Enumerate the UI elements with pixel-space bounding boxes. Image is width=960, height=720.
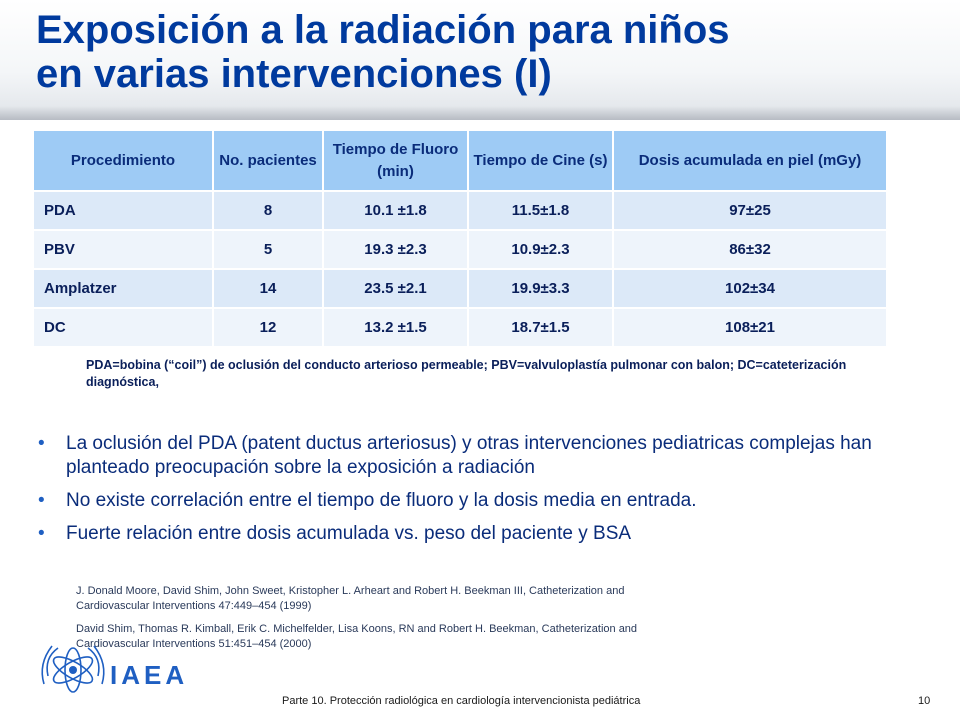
- table-cell: 102±34: [613, 269, 887, 308]
- table-cell: 14: [213, 269, 323, 308]
- iaea-logo-text: IAEA: [110, 660, 189, 690]
- bullet-text: No existe correlación entre el tiempo de fluoro y la dosis media en entrada.: [66, 490, 697, 511]
- bullet-icon: •: [38, 433, 45, 454]
- table-footnote: PDA=bobina (“coil”) de oclusión del conducto arterioso permeable; PBV=valvuloplastía pulmonar con balon; DC=cateterización diagnóstica,: [86, 358, 847, 389]
- table-cell: PDA: [34, 191, 213, 230]
- table-cell: 8: [213, 191, 323, 230]
- header-procedimiento: Procedimiento: [34, 131, 213, 191]
- list-item: [36, 489, 916, 513]
- bullet-icon: •: [38, 490, 45, 511]
- table-cell: 10.9±2.3: [468, 230, 613, 269]
- table-cell: 11.5±1.8: [468, 191, 613, 230]
- header-no-pacientes: No. pacientes: [213, 131, 323, 191]
- header-tiempo-fluoro: Tiempo de Fluoro (min): [323, 131, 468, 191]
- table-row: [34, 230, 887, 269]
- bullet-list: [36, 432, 916, 555]
- table-cell: 108±21: [613, 308, 887, 347]
- table-cell: 23.5 ±2.1: [323, 269, 468, 308]
- dose-table: [34, 131, 888, 348]
- title-line-2: en varias intervenciones (I): [36, 52, 552, 96]
- bullet-icon: •: [38, 523, 45, 544]
- footer-text: Parte 10. Protección radiológica en cardiología intervencionista pediátrica: [282, 695, 641, 707]
- table-row: [34, 308, 887, 347]
- table-cell: 5: [213, 230, 323, 269]
- table-cell: 86±32: [613, 230, 887, 269]
- table-row: [34, 269, 887, 308]
- reference-2: David Shim, Thomas R. Kimball, Erik C. Michelfelder, Lisa Koons, RN and Robert H. Beekman, Catheterization and Cardiovascular Interventions 51:451–454 (2000): [76, 623, 638, 650]
- table-cell: 12: [213, 308, 323, 347]
- bullet-text: La oclusión del PDA (patent ductus arteriosus) y otras intervenciones pediatricas complejas han planteado preocupación sobre la exposición a radiación: [66, 433, 872, 478]
- title-line-1: Exposición a la radiación para niños: [36, 8, 730, 52]
- table-cell: 19.3 ±2.3: [323, 230, 468, 269]
- table-cell: 19.9±3.3: [468, 269, 613, 308]
- table-cell: DC: [34, 308, 213, 347]
- table-cell: Amplatzer: [34, 269, 213, 308]
- slide-title: [36, 8, 936, 96]
- table-cell: 13.2 ±1.5: [323, 308, 468, 347]
- table-cell: 10.1 ±1.8: [323, 191, 468, 230]
- table-cell: PBV: [34, 230, 213, 269]
- bullet-text: Fuerte relación entre dosis acumulada vs. peso del paciente y BSA: [66, 523, 632, 544]
- table-cell: 97±25: [613, 191, 887, 230]
- table-header-row: [34, 131, 887, 191]
- list-item: [36, 432, 916, 480]
- list-item: [36, 522, 916, 546]
- page-number: 10: [918, 695, 931, 707]
- reference-1: J. Donald Moore, David Shim, John Sweet, Kristopher L. Arheart and Robert H. Beekman III, Catheterization and Cardiovascular Interventions 47:449–454 (1999): [76, 585, 625, 612]
- header-tiempo-cine: Tiempo de Cine (s): [468, 131, 613, 191]
- table-row: [34, 191, 887, 230]
- table-cell: 18.7±1.5: [468, 308, 613, 347]
- header-dosis-piel: Dosis acumulada en piel (mGy): [613, 131, 887, 191]
